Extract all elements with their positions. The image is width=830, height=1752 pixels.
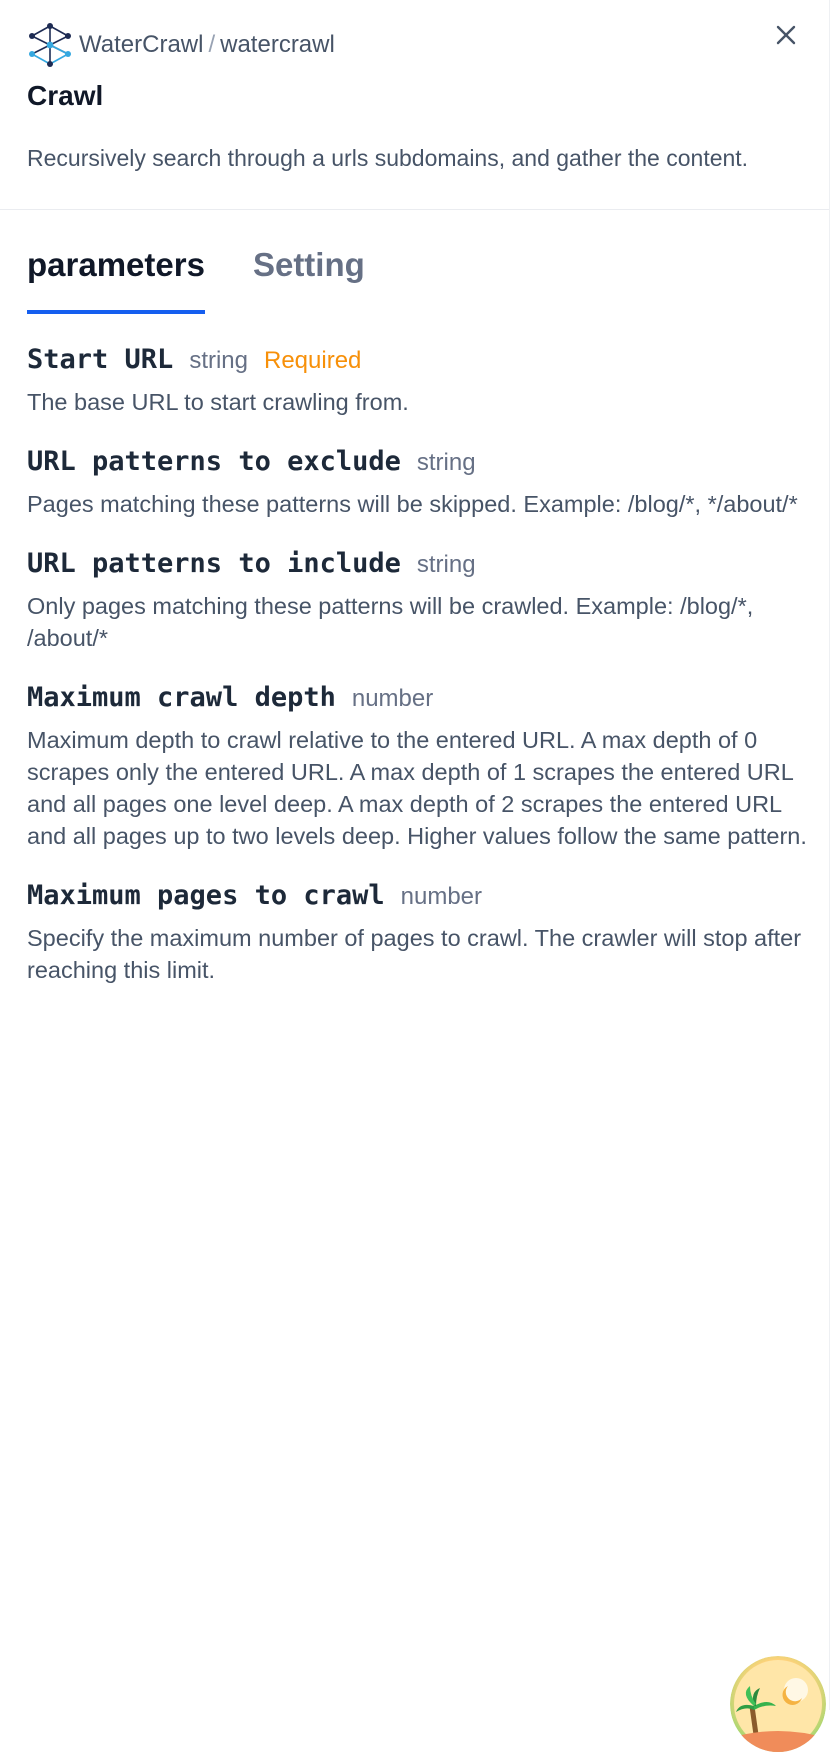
parameter-item [27,446,802,520]
required-badge: Required [264,347,362,374]
provider-separator: / [208,31,216,58]
parameter-type: string [189,347,248,374]
parameter-description: Pages matching these patterns will be skipped. Example: /blog/*, */about/* [27,491,798,517]
parameter-type: number [400,883,482,910]
parameter-name: URL patterns to exclude [27,446,401,477]
parameter-name: Start URL [27,344,174,375]
tool-description: Recursively search through a urls subdomains, and gather the content. [27,145,749,171]
provider-id: watercrawl [220,31,335,58]
watercrawl-logo-icon [27,22,73,68]
parameter-name: Maximum pages to crawl [27,880,385,911]
parameter-list [0,344,829,986]
parameter-description: Maximum depth to crawl relative to the entered URL. A max depth of 0 scrapes only the entered URL. A max depth of 1 scrapes the entered URL and all pages one level deep. A max depth of 2 scrapes the entered URL and all pages up to two levels deep. Higher values follow the same pattern. [27,727,807,849]
parameter-description: Specify the maximum number of pages to crawl. The crawler will stop after reaching this limit. [27,925,802,983]
close-button[interactable] [771,22,801,52]
tab-setting[interactable]: Setting [252,246,365,283]
parameter-name: Maximum crawl depth [27,682,336,713]
parameter-type: string [416,551,476,578]
assistant-avatar-button[interactable] [730,1656,826,1752]
tool-title: Crawl [27,80,104,111]
parameter-name: URL patterns to include [27,548,401,579]
parameter-item [27,548,802,654]
parameter-type: number [351,685,434,712]
tab-parameters[interactable]: parameters [27,246,205,314]
parameter-description: Only pages matching these patterns will be crawled. Example: /blog/*, /about/* [27,593,754,651]
close-icon [775,24,797,51]
panel-header [0,0,829,210]
tab-bar [0,210,829,334]
palm-tree-avatar-icon [730,1739,826,1752]
provider-row [27,20,802,70]
parameter-item [27,344,802,418]
provider-name: WaterCrawl [79,31,204,58]
parameter-type: string [416,449,476,476]
parameter-item [27,880,802,986]
parameter-description: The base URL to start crawling from. [27,389,409,415]
parameter-item [27,682,807,852]
